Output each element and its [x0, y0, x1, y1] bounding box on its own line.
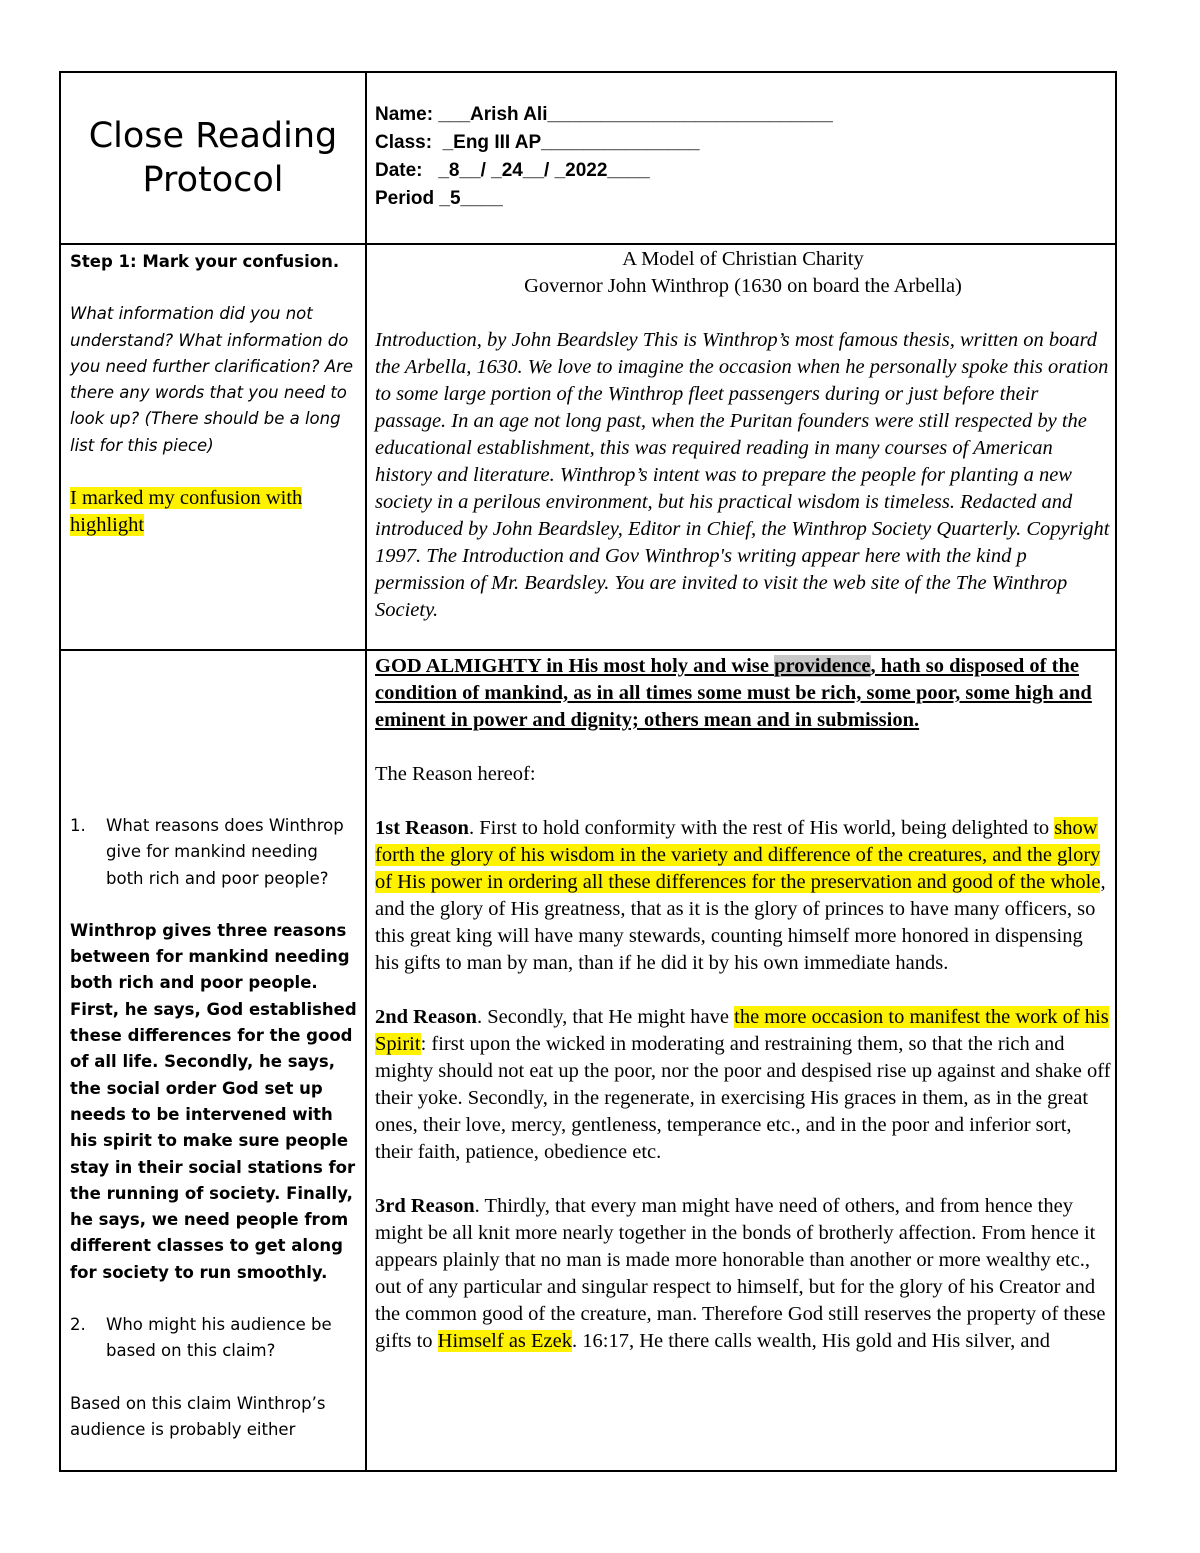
highlight-gray: providence — [774, 655, 871, 677]
highlight-yellow: show forth the glory of his wisdom in the variety and difference of the creatures, and the glory of His power in ordering all these differences for the preservation and good of the whole — [375, 817, 1101, 893]
text-title: A Model of Christian Charity — [622, 248, 864, 270]
reason-label: 2nd Reason — [375, 1006, 477, 1028]
step1-instructions: What information did you not understand? What information do you need further clarification? Are there any words that you need to look up? (There should be a long list for this piece) — [70, 304, 354, 455]
answer-text: Winthrop gives three reasons between for mankind needing both rich and poor people. First, he says, God established these differences for the good of all life. Secondly, he says, the social order God set up needs to be intervened with his spirit to make sure people stay in their social stations for the running of society. Finally, he says, we need people from different classes to get along for society to run smoothly. — [70, 920, 357, 1282]
step1-note: I marked my confusion with highlight — [70, 487, 303, 537]
row-divider-header — [61, 243, 1115, 245]
main-text-cell — [375, 653, 1111, 1355]
reason-label: 1st Reason — [375, 817, 469, 839]
highlight-yellow: Himself as Ezek — [437, 1330, 572, 1352]
period-field: Period _5____ — [375, 188, 503, 209]
date-field: Date: _8__/ _24__/ _2022____ — [375, 160, 650, 181]
column-divider — [365, 73, 367, 1470]
step1-cell — [70, 249, 354, 539]
question-number: 2. — [70, 1315, 86, 1335]
row-divider-step — [61, 649, 1115, 651]
opening-paragraph: GOD ALMIGHTY in His most holy and wise providence, hath so disposed of the condition of mankind, as in all times some must be rich, some poor, some high and eminent in power and dignity; others mean and in submission. — [375, 655, 1092, 731]
name-field: Name: ___Arish Ali___________________________ — [375, 104, 833, 125]
reason-2-paragraph: 2nd Reason. Secondly, that He might have the more occasion to manifest the work of his Spirit: first upon the wicked in moderating and restraining them, so that the rich and mighty should not eat up the poor, nor the poor and despised rise up against and shake off their yoke. Secondly, in the regenerate, in exercising His graces in them, as in the great ones, their love, mercy, gentleness, temperance etc., and in the poor and inferior sort, their faith, patience, obedience etc. — [375, 1006, 1111, 1163]
question-item — [70, 813, 360, 892]
title-line-2: Protocol — [142, 160, 284, 200]
highlight-yellow: the more occasion to manifest the work of his Spirit — [375, 1006, 1109, 1055]
question-text: Who might his audience be based on this claim? — [106, 1315, 332, 1361]
protocol-table — [59, 71, 1117, 1472]
intro-cell — [375, 246, 1111, 624]
answer-text: Based on this claim Winthrop’s audience is probably either — [70, 1393, 326, 1439]
title-line-1: Close Reading — [88, 116, 338, 156]
student-info — [375, 101, 833, 213]
questions-cell — [70, 813, 360, 1443]
reason-1-paragraph: 1st Reason. First to hold conformity with the rest of His world, being delighted to show forth the glory of his wisdom in the variety and difference of the creatures, and the glory of His power in ordering all these differences for the preservation and good of the whole, and the glory of His greatness, that as it is the glory of princes to have many officers, so this great king will have many stewards, counting himself more honored in dispensing his gifts to man by man, than if he did it by his own immediate hands. — [375, 817, 1106, 974]
reason-intro: The Reason hereof: — [375, 763, 536, 785]
document-title — [61, 73, 365, 243]
reason-label: 3rd Reason — [375, 1195, 475, 1217]
question-item — [70, 1312, 360, 1365]
text-subtitle: Governor John Winthrop (1630 on board the Arbella) — [524, 275, 962, 297]
intro-paragraph: Introduction, by John Beardsley This is Winthrop’s most famous thesis, written on board the Arbella, 1630. We love to imagine the occasion when he personally spoke this oration to some large portion of the Winthrop fleet passengers during or just before their passage. In an age not long past, when the Puritan founders were still respected by the educational establishment, this was required reading in many courses of American history and literature. Winthrop’s intent was to prepare the people for planting a new society in a perilous environment, but his practical wisdom is timeless. Redacted and introduced by John Beardsley, Editor in Chief, the Winthrop Society Quarterly. Copyright 1997. The Introduction and Gov Winthrop's writing appear here with the kind p permission of Mr. Beardsley. You are invited to visit the web site of the The Winthrop Society. — [375, 329, 1110, 621]
question-text: What reasons does Winthrop give for mankind needing both rich and poor people? — [106, 816, 344, 888]
step1-heading: Step 1: Mark your confusion. — [70, 252, 340, 271]
class-field: Class: _Eng III AP_______________ — [375, 132, 700, 153]
reason-3-paragraph: 3rd Reason. Thirdly, that every man might have need of others, and from hence they might be all knit more nearly together in the bonds of brotherly affection. From hence it appears plainly that no man is made more honorable than another or more wealthy etc., out of any particular and singular respect to himself, but for the glory of his Creator and the common good of the creature, man. Therefore God still reserves the property of these gifts to Himself as Ezek. 16:17, He there calls wealth, His gold and His silver, and — [375, 1195, 1106, 1352]
question-number: 1. — [70, 816, 86, 835]
